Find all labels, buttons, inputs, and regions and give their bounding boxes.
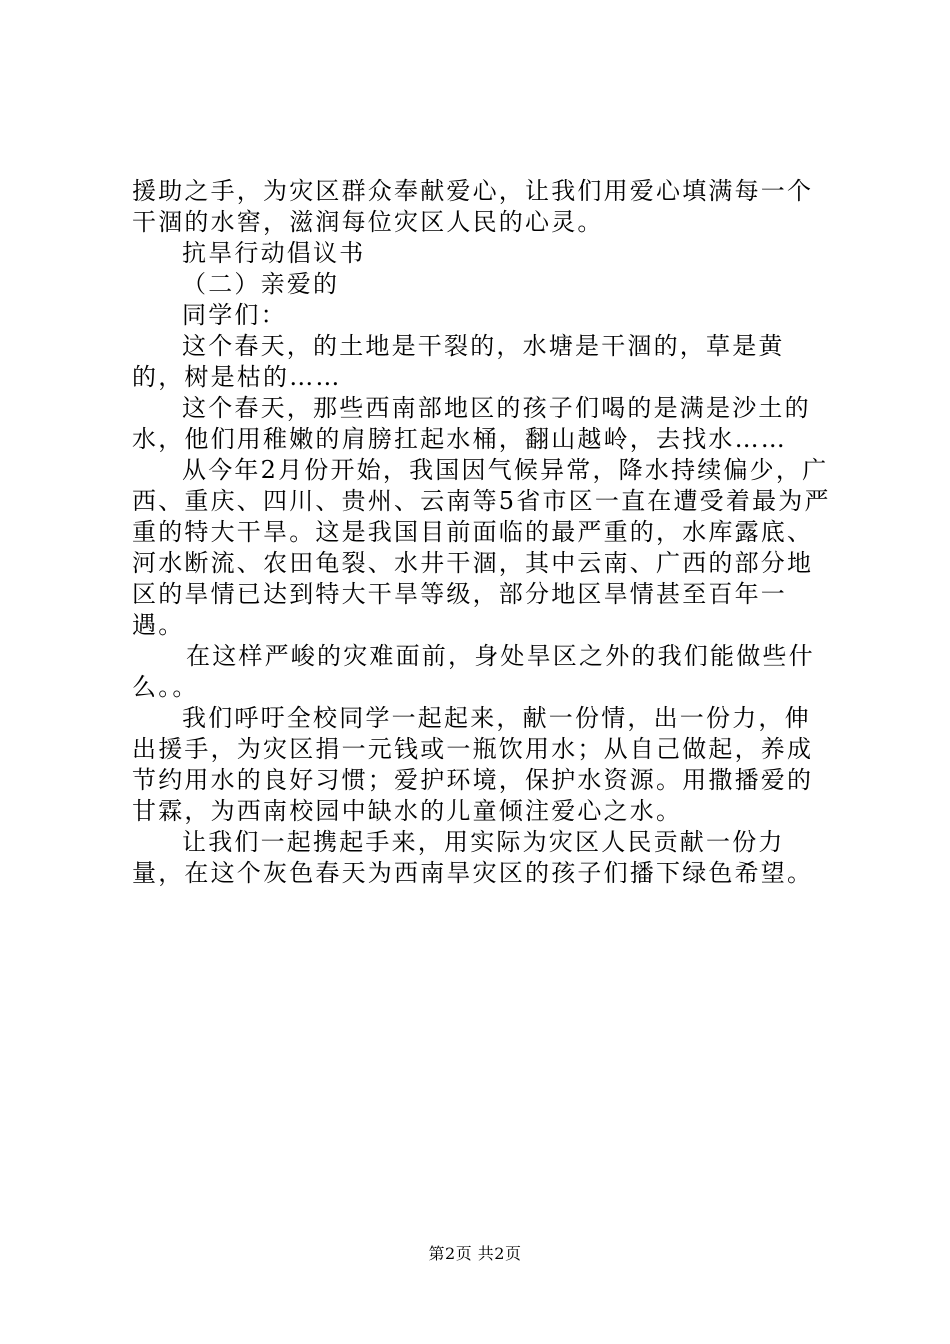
- paragraph-continuation: 援助之手，为灾区群众奉献爱心，让我们用爱心填满每一个干涸的水窖，滋润每位灾区人民的心灵。: [132, 177, 814, 236]
- proposal-title: 抗旱行动倡议书: [182, 239, 366, 267]
- paragraph: 从今年2月份开始，我国因气候异常，降水持续偏少，广西、重庆、四川、贵州、云南等5省市区一直在遭受着最为严重的特大干旱。这是我国目前面临的最严重的，水库露底、河水断流、农田龟裂、水井干涸，其中云南、广西的部分地区的旱情已达到特大干旱等级，部分地区旱情甚至百年一遇。: [132, 456, 831, 639]
- paragraph: 这个春天，的土地是干裂的，水塘是干涸的，草是黄的，树是枯的……: [132, 332, 785, 391]
- paragraph: 让我们一起携起手来，用实际为灾区人民贡献一份力量，在这个灰色春天为西南旱灾区的孩子们播下绿色希望。: [132, 828, 814, 887]
- paragraph: 这个春天，那些西南部地区的孩子们喝的是满是沙土的水，他们用稚嫩的肩膀扛起水桶，翻山越岭，去找水……: [132, 394, 811, 453]
- page-number-footer: 第2页 共2页: [428, 1244, 522, 1263]
- paragraph: 在这样严峻的灾难面前，身处旱区之外的我们能做些什么。。: [132, 642, 815, 701]
- paragraph: 我们呼吁全校同学一起起来，献一份情，出一份力，伸出援手，为灾区捐一元钱或一瓶饮用水；从自己做起，养成节约用水的良好习惯；爱护环境，保护水资源。用撒播爱的甘霖，为西南校园中缺水的儿童倾注爱心之水。: [132, 704, 814, 825]
- section-heading: （二）亲爱的: [182, 270, 340, 298]
- salutation: 同学们：: [182, 301, 287, 329]
- document-body: [132, 176, 832, 889]
